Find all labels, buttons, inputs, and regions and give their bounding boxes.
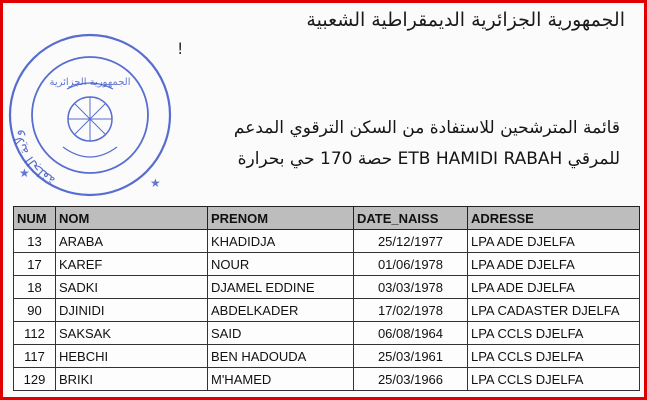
document-title: الجمهورية الجزائرية الديمقراطية الشعبية bbox=[306, 9, 625, 31]
cell-date-naiss: 25/03/1961 bbox=[354, 345, 468, 368]
cell-nom: HEBCHI bbox=[56, 345, 208, 368]
stamp-ring-text: ولاية الجلفة bbox=[10, 128, 59, 188]
cell-prenom: M'HAMED bbox=[208, 368, 354, 391]
candidates-table bbox=[13, 206, 640, 391]
cell-adresse: LPA ADE DJELFA bbox=[468, 253, 640, 276]
table-row bbox=[14, 322, 640, 345]
cell-adresse: LPA ADE DJELFA bbox=[468, 230, 640, 253]
table-header-row bbox=[14, 207, 640, 230]
cell-date-naiss: 25/12/1977 bbox=[354, 230, 468, 253]
cell-num: 117 bbox=[14, 345, 56, 368]
cell-adresse: LPA CCLS DJELFA bbox=[468, 345, 640, 368]
cell-num: 17 bbox=[14, 253, 56, 276]
col-header-adresse: ADRESSE bbox=[468, 207, 640, 230]
cell-adresse: LPA CCLS DJELFA bbox=[468, 322, 640, 345]
cell-nom: KAREF bbox=[56, 253, 208, 276]
list-subtitle: قائمة المترشحين للاستفادة من السكن الترقوي المدعم bbox=[233, 118, 620, 138]
cell-nom: DJINIDI bbox=[56, 299, 208, 322]
cell-adresse: LPA CADASTER DJELFA bbox=[468, 299, 640, 322]
table-row bbox=[14, 230, 640, 253]
cell-adresse: LPA CCLS DJELFA bbox=[468, 368, 640, 391]
stamp-star-left: ★ bbox=[19, 166, 30, 180]
stamp-laurel bbox=[63, 147, 117, 157]
cell-prenom: SAID bbox=[208, 322, 354, 345]
cell-date-naiss: 17/02/1978 bbox=[354, 299, 468, 322]
cell-date-naiss: 03/03/1978 bbox=[354, 276, 468, 299]
table-row bbox=[14, 368, 640, 391]
cell-num: 90 bbox=[14, 299, 56, 322]
cell-prenom: KHADIDJA bbox=[208, 230, 354, 253]
cell-nom: SAKSAK bbox=[56, 322, 208, 345]
cell-date-naiss: 06/08/1964 bbox=[354, 322, 468, 345]
cell-num: 13 bbox=[14, 230, 56, 253]
cell-nom: BRIKI bbox=[56, 368, 208, 391]
col-header-date-naiss: DATE_NAISS bbox=[354, 207, 468, 230]
cell-date-naiss: 25/03/1966 bbox=[354, 368, 468, 391]
cell-nom: ARABA bbox=[56, 230, 208, 253]
table-row bbox=[14, 253, 640, 276]
table-row bbox=[14, 345, 640, 368]
tick-mark: ! bbox=[177, 39, 184, 58]
cell-num: 18 bbox=[14, 276, 56, 299]
cell-num: 112 bbox=[14, 322, 56, 345]
promoter-line: للمرقي ETB HAMIDI RABAH حصة 170 حي بحرارة bbox=[237, 149, 620, 169]
cell-nom: SADKI bbox=[56, 276, 208, 299]
stamp-star-right: ★ bbox=[150, 176, 161, 190]
cell-prenom: ABDELKADER bbox=[208, 299, 354, 322]
cell-prenom: DJAMEL EDDINE bbox=[208, 276, 354, 299]
table-row bbox=[14, 299, 640, 322]
col-header-num: NUM bbox=[14, 207, 56, 230]
table-row bbox=[14, 276, 640, 299]
col-header-nom: NOM bbox=[56, 207, 208, 230]
stamp-inner-text: الجمهورية الجزائرية bbox=[49, 77, 131, 88]
cell-prenom: BEN HADOUDA bbox=[208, 345, 354, 368]
cell-date-naiss: 01/06/1978 bbox=[354, 253, 468, 276]
official-stamp bbox=[5, 27, 175, 202]
col-header-prenom: PRENOM bbox=[208, 207, 354, 230]
cell-adresse: LPA ADE DJELFA bbox=[468, 276, 640, 299]
cell-num: 129 bbox=[14, 368, 56, 391]
cell-prenom: NOUR bbox=[208, 253, 354, 276]
